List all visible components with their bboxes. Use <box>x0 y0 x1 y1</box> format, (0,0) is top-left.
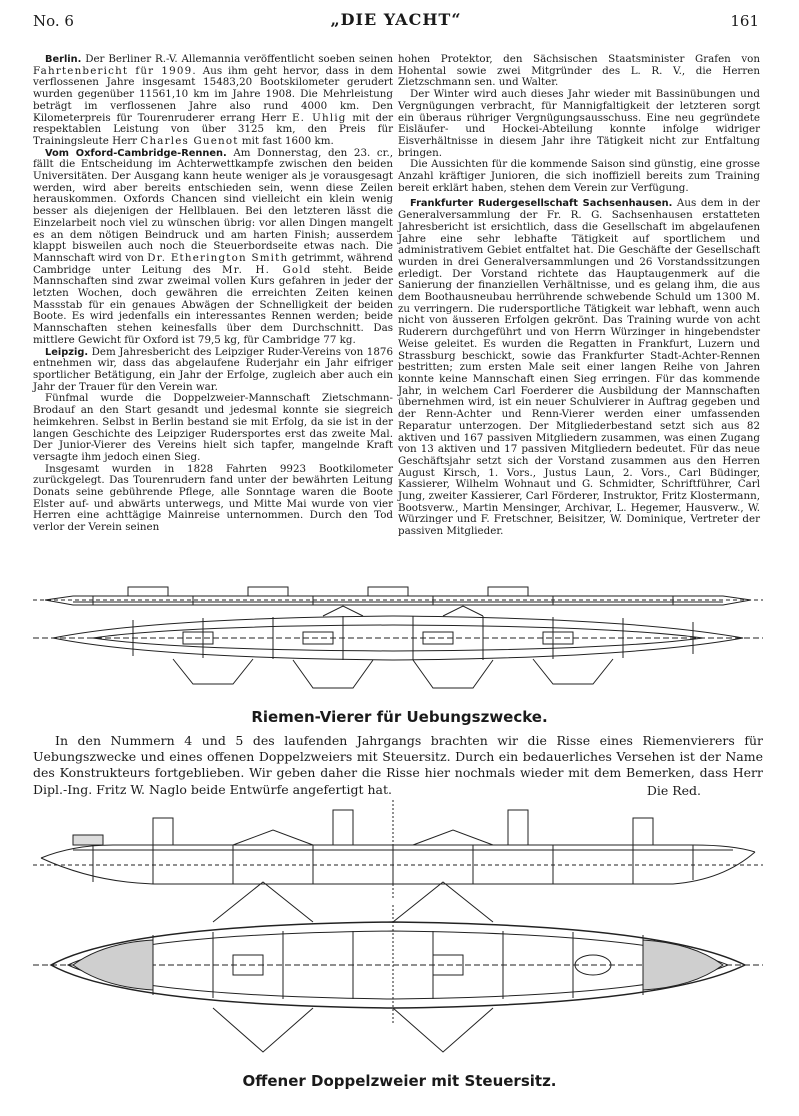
berlin-text: mit fast 1600 km. <box>238 134 334 147</box>
figure2-caption: Offener Doppelzweier mit Steuersitz. <box>242 1072 557 1090</box>
frankfurt-text: Aus dem in der Generalversammlung der Fr. R. G. Sachsenhausen erstatteten Jahresbericht ist ersichtlich, dass die Gesellschaft im abgelaufenen Jahre eine sehr lebhafte Tätigkeit auf sportlichem und administrativem Gebiet entfaltet hat. Die Geschäfte der Gesellschaft wurden in drei Generalversammlungen und 26 Vorstandssitzungen erledigt. Der Vorstand richtete das Hauptaugenmerk auf die Sanierung der finanziellen Verhältnisse, und es gelang ihm, die aus dem Boothausneubau herrührende schwebende Schuld um 1300 M. zu verringern. Die rudersportliche Tätigkeit war lebhaft, wenn auch nicht von äusseren Erfolgen gekrönt. Das Training wurde von acht Ruderern durchgeführt und von Herrn Würzinger in hingebendster Weise geleitet. Es wurden die Regatten in Frankfurt, Luzern und Strassburg beschickt, sowie das Frankfurter Stadt-Achter-Rennen bestritten; zum ersten Male seit einer langen Reihe von Jahren konnte keine Mannschaft einen Sieg erringen. Für das kommende Jahr, in welchem Carl Foerderer die Ausbildung der Mannschaften übernehmen wird, ist ein neuer Schulvierer in Auftrag gegeben und der Renn-Achter und Renn-Vierer werden einer umfassenden Reparatur unterzogen. Der Mitgliederbestand setzt sich aus 82 aktiven und 167 passiven Mitgliedern zusammen, was einen Zugang von 13 aktiven und 17 passiven Mitgliedern bedeutet. Für das neue Geschäftsjahr setzt sich der Vorstand zusammen aus den Herren August Kirsch, 1. Vors., Justus Laun, 2. Vors., Carl Büdinger, Kassierer, Wilhelm Wohnaut und G. Schmidter, Schriftführer, Carl Jung, zweiter Kassierer, Carl Förderer, Instruktor, Fritz Klostermann, Bootsverw., Martin Mensinger, Archivar, L. Hegemer, Hausverw., W. Würzinger und F. Fretschner, Beisitzer, W. Dominique, Vertreter der passiven Mitglieder. <box>398 197 760 538</box>
leipzig-heading: Leipzig. <box>45 346 89 358</box>
side-elevation <box>33 800 763 900</box>
four-oar-boat-plan <box>33 578 763 706</box>
side-elevation <box>33 587 763 605</box>
person-name: Dr. Etherington Smith <box>147 251 289 264</box>
leipzig-paragraph-2: Fünfmal wurde die Doppelzweier-Mannschaft Zietschmann-Brodauf an den Start gesandt und jedesmal konnte sie siegreich heimkehren. Selbst in Berlin bestand sie mit Erfolg, da sie ist in der langen Geschichte des Leipziger Rudersportes erst das zweite Mal. Der Junior-Vierer des Vereins hielt sich tapfer, mangelnde Kraft versagte ihm jedoch einen Sieg. <box>33 392 393 463</box>
plan-view <box>33 882 763 1052</box>
double-scull-boat-plan <box>33 800 763 1070</box>
leipzig-paragraph-3: Insgesamt wurden in 1828 Fahrten 9923 Bootkilometer zurückgelegt. Das Tourenrudern fand unter der bewährten Leitung Donats seine gebührende Pflege, alle Sonntage waren die Boote Elster auf- und abwärts unterwegs, und Mitte Mai wurde von vier Herren eine achttägige Mainreise unternommen. Durch den Tod verlor der Verein seinen <box>33 462 393 534</box>
leipzig-continuation: hohen Protektor, den Sächsischen Staatsminister Grafen von Hohental sowie zwei Mitgründer des L. R. V., die Herren Zietzschmann sen. und Walter. <box>398 53 760 89</box>
person-name: Charles Guenot <box>140 134 239 147</box>
figure1-caption: Riemen-Vierer für Uebungszwecke. <box>251 708 548 726</box>
editor-note-text: In den Nummern 4 und 5 des laufenden Jahrgangs brachten wir die Risse eines Riemenvierers für Uebungszwecke und eines offenen Doppelzweiers mit Steuersitz. Durch ein bedauerliches Versehen ist der Name des Konstrukteurs fortgeblieben. Wir geben daher die Risse hier nochmals wieder mit dem Bemerken, dass Herr Dipl.-Ing. Fritz W. Naglo beide Entwürfe angefertigt hat. <box>33 733 763 797</box>
berlin-heading: Berlin. <box>45 54 82 65</box>
berlin-text: Aus ihm geht hervor, dass in dem verflossenen Jahre insgesamt 15483,20 Bootskilometer gerudert wurden gegenüber 11561,10 km im Jahre 1908. Die Mehrleistung beträgt im verflossenen Jahre also rund 4000 km. Den Kilometerpreis für Tourenruderer errang Herr <box>33 64 393 124</box>
frankfurt-heading: Frankfurter Rudergesellschaft Sachsenhausen. <box>410 198 673 210</box>
oxford-text: getrimmt, während Cambridge unter Leitung des <box>33 251 393 276</box>
editor-signature: Die Red. <box>646 782 701 798</box>
oxford-paragraph <box>33 148 393 347</box>
page-header <box>33 10 759 32</box>
berlin-text: mit der respektablen Leistung von über 3125 km, den Preis für Trainingsleute Herr <box>33 111 393 147</box>
leipzig-text: Dem Jahresbericht des Leipziger Ruder-Vereins von 1876 entnehmen wir, dass das abgelaufene Ruderjahr ein Jahr eifriger sportlicher Betätigung, ein Jahr der Erfolge, zugleich aber auch ein Jahr der Trauer für den Verein war. <box>33 345 393 393</box>
oxford-heading: Vom Oxford-Cambridge-Rennen. <box>45 147 227 159</box>
oxford-text: steht. Beide Mannschaften sind zwar zweimal vollen Kurs gefahren in jeder der letzten Wochen, doch gewähren die erreichten Zeiten keinen Massstab für ein genaues Abwägen der Schnelligkeit der beiden Boote. Es wird jedenfalls ein interessantes Rennen werden; beide Mannschaften stehen keinesfalls über dem Durchschnitt. Das mittlere Gewicht für Oxford ist 79,5 kg, für Cambridge 77 kg. <box>33 263 393 346</box>
magazine-title: „DIE YACHT“ <box>330 10 462 29</box>
leipzig-paragraph <box>33 347 393 394</box>
editor-note <box>33 733 763 798</box>
page-number: 161 <box>730 12 759 30</box>
berlin-text: Der Berliner R.-V. Allemannia veröffentlicht soeben seinen <box>81 53 393 65</box>
left-column <box>33 54 393 534</box>
berlin-report-title: Fahrtenbericht für 1909. <box>33 64 197 77</box>
person-name: E. Uhlig <box>291 111 347 124</box>
oxford-text: Am Donnerstag, den 23. cr., fällt die Entscheidung im Achterwettkampfe zwischen den beiden Universitäten. Der Ausgang kann heute weniger als je vorausgesagt werden, wird aber bereits entschieden sein, wenn diese Zeilen herauskommen. Oxfords Chancen sind vielleicht ein klein wenig besser als diejenigen der Hellblauen. Bei den letzteren lässt die Einzelarbeit noch viel zu wünschen übrig: vor allen Dingen mangelt es an dem nötigen Beindruck und am harten Finish; ausserdem klappt bisweilen auch noch die Steuerbordseite etwas nach. Die Mannschaft wird von <box>33 146 393 264</box>
frankfurt-paragraph <box>398 198 760 537</box>
right-column <box>398 54 760 538</box>
outlook-paragraph: Die Aussichten für die kommende Saison sind günstig, eine grosse Anzahl kräftiger Junioren, die sich inoffiziell bereits zum Training bereit erklärt haben, stehen dem Verein zur Verfügung. <box>398 158 760 194</box>
berlin-paragraph <box>33 54 393 148</box>
issue-number: No. 6 <box>33 12 74 30</box>
person-name: Mr. H. Gold <box>221 263 312 276</box>
plan-view <box>33 606 763 688</box>
winter-paragraph: Der Winter wird auch dieses Jahr wieder mit Bassinübungen und Vergnügungen verbracht, für Mannigfaltigkeit der letzteren sorgt ein überaus rühriger Vergnügungsausschuss. Eine neu gegründete Eisläufer- und Hockei-Abteilung konnte infolge widriger Eisverhältnisse in diesem Jahr ihre Tätigkeit nicht zur Entfaltung bringen. <box>398 88 760 159</box>
